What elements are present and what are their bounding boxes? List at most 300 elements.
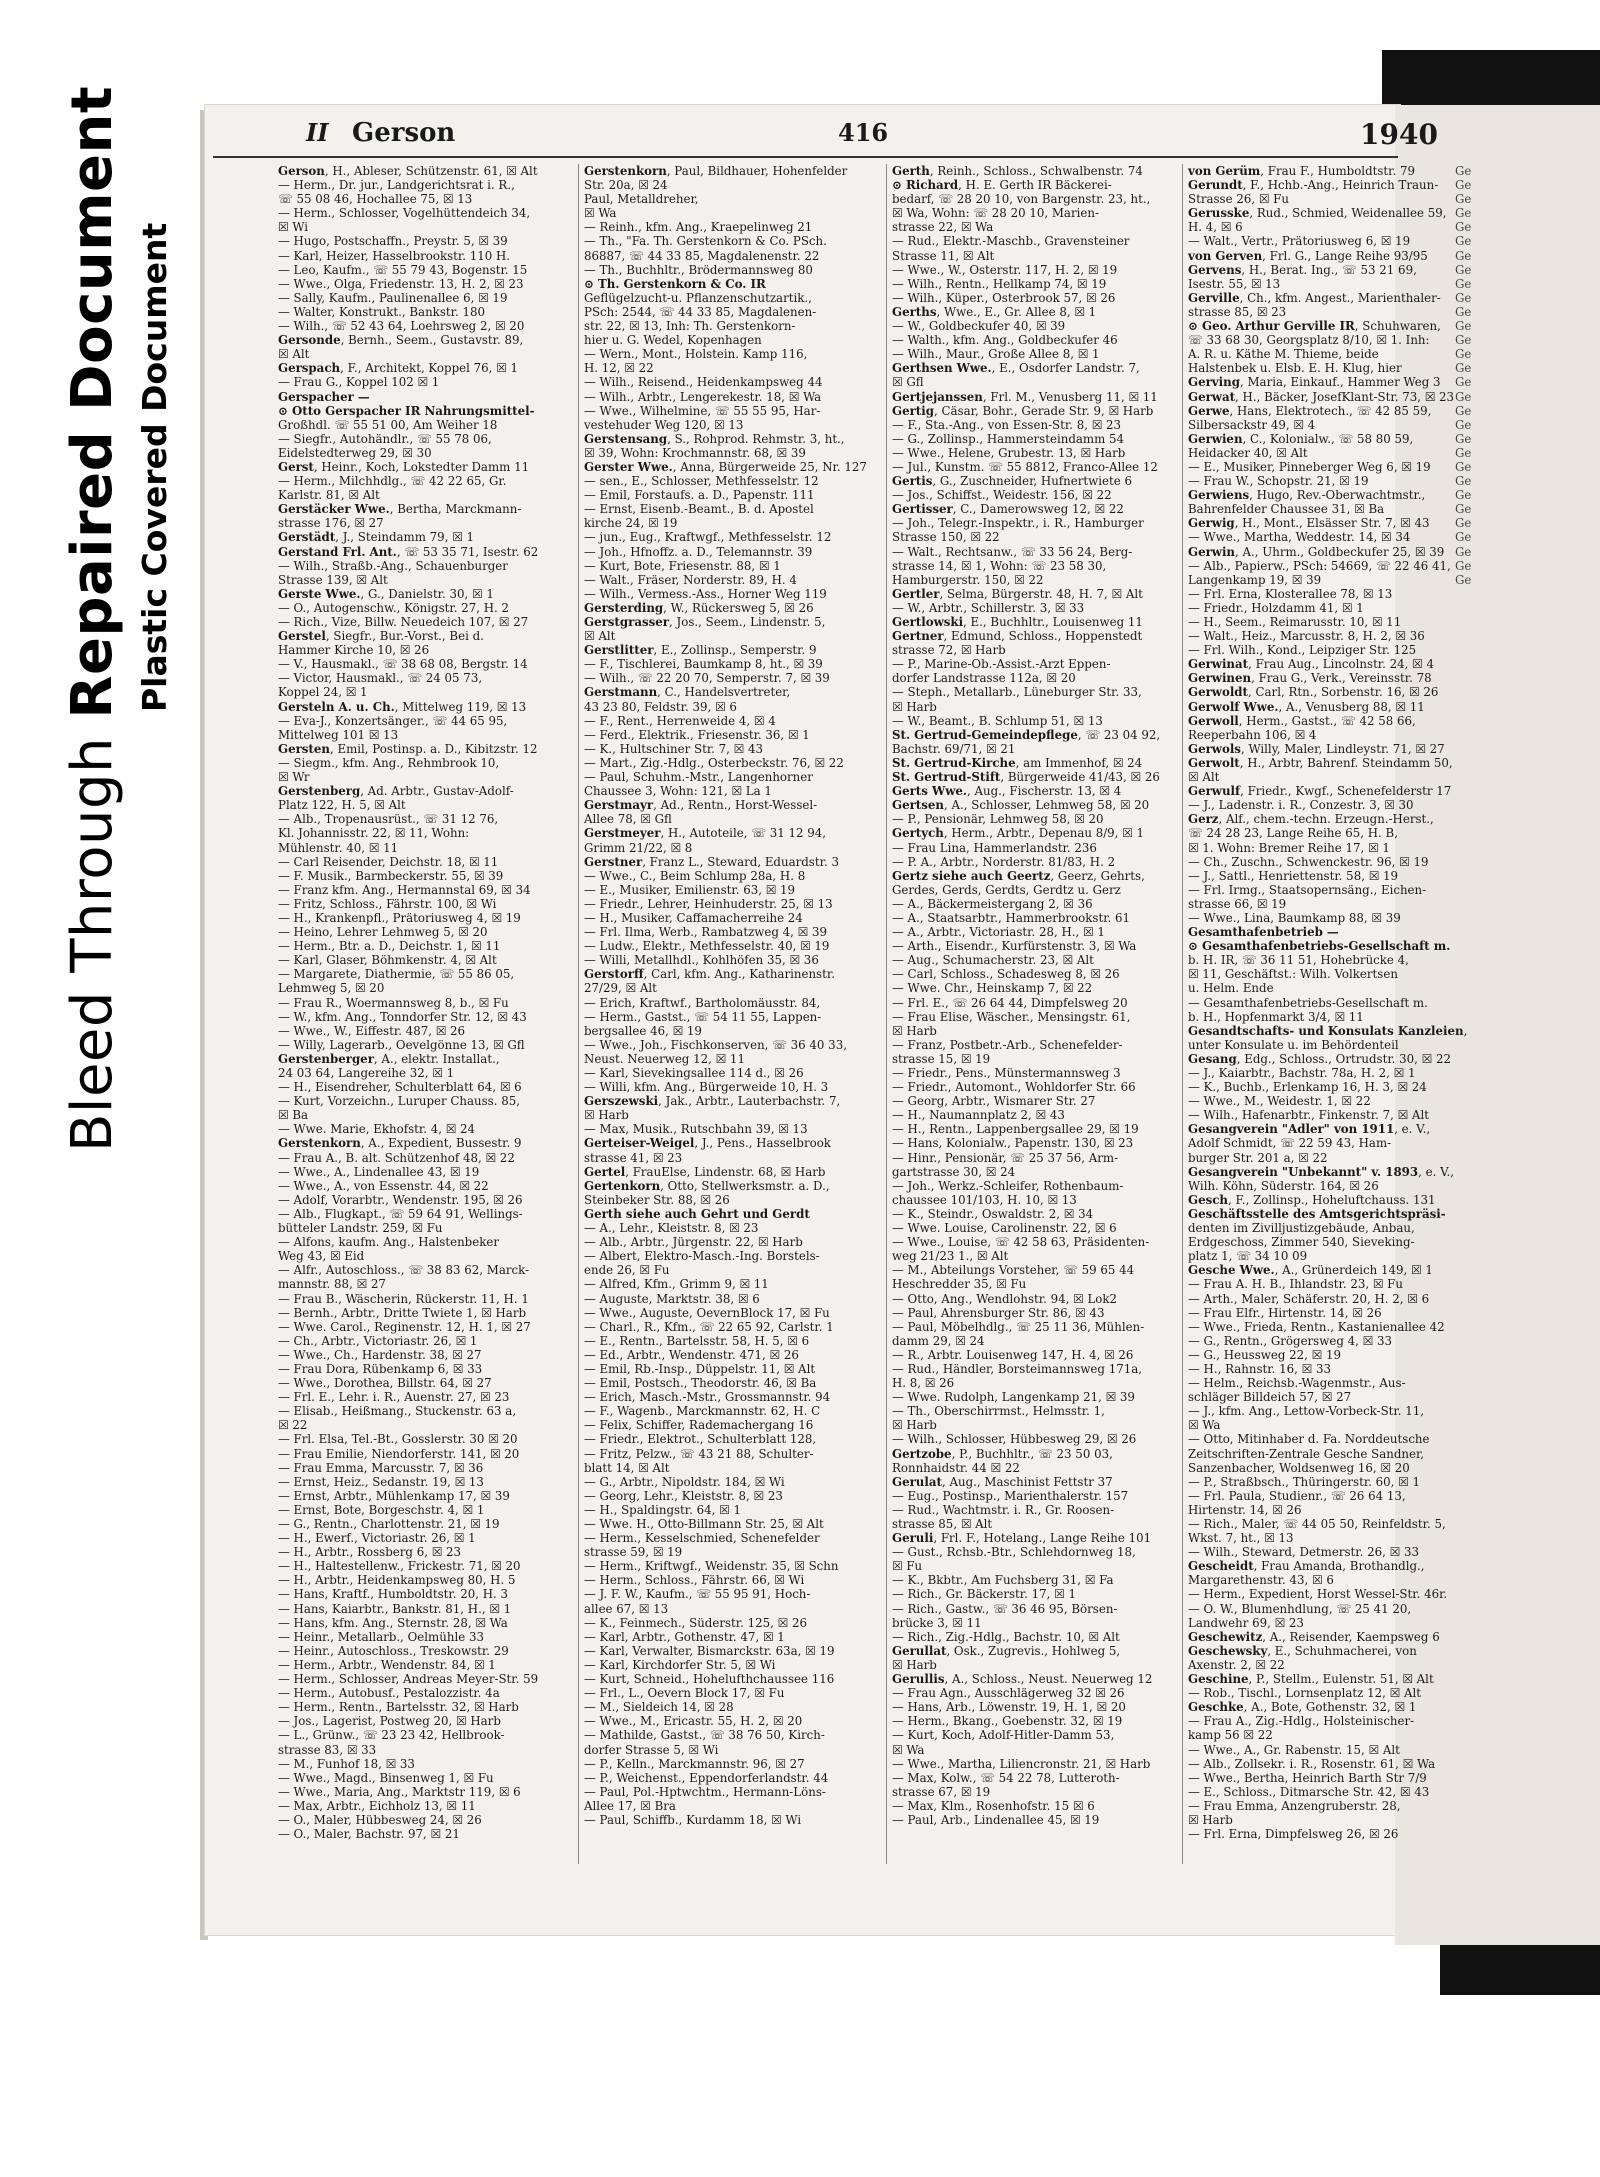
directory-entry: Gerwols, Willy, Maler, Lindleystr. 71, ☒ 27: [1188, 741, 1445, 756]
directory-entry: Gerstorff, Carl, kfm. Ang., Katharinenstr.: [584, 967, 835, 982]
directory-entry: — P., Pensionär, Lehmweg 58, ☒ 20: [892, 812, 1104, 827]
directory-entry: — Kurt, Schneid., Hohelufthchaussee 116: [584, 1672, 835, 1687]
directory-entry: — Wilh., Arbtr., Lengerekestr. 18, ☒ Wa: [584, 389, 822, 404]
directory-entry: — Franz kfm. Ang., Hermannstal 69, ☒ 34: [278, 882, 531, 897]
directory-entry: — E., Musiker, Pinneberger Weg 6, ☒ 19: [1188, 459, 1431, 474]
directory-entry: Ge: [1455, 375, 1472, 390]
directory-entry: — M., Funhof 18, ☒ 33: [278, 1756, 415, 1771]
directory-entry: — Wwe., Martha, Weddestr. 14, ☒ 34: [1188, 530, 1411, 545]
directory-entry: Ge: [1455, 474, 1472, 489]
directory-entry: — Carl, Schloss., Schadesweg 8, ☒ 26: [892, 967, 1120, 982]
directory-entry: Wkst. 7, ht., ☒ 13: [1188, 1531, 1294, 1546]
directory-entry: Ge: [1455, 248, 1472, 263]
directory-entry: — Paul, Schiffb., Kurdamm 18, ☒ Wi: [584, 1812, 802, 1827]
directory-entry: 43 23 80, Feldstr. 39, ☒ 6: [584, 699, 737, 714]
directory-entry: — Wilh., Küper., Osterbrook 57, ☒ 26: [892, 290, 1116, 305]
directory-entry: — K., Buchb., Erlenkamp 16, H. 3, ☒ 24: [1188, 1080, 1427, 1095]
directory-entry: — Max, Kolw., ☏ 54 22 78, Lutteroth-: [892, 1770, 1120, 1785]
directory-entry: St. Gertrud-Stift, Bürgerweide 41/43, ☒ 26: [892, 770, 1160, 785]
directory-entry: platz 1, ☏ 34 10 09: [1188, 1249, 1308, 1264]
directory-entry: — L., Grünw., ☏ 23 23 42, Hellbrook-: [278, 1728, 505, 1743]
directory-entry: — P., Straßbsch., Thüringerstr. 60, ☒ 1: [1188, 1474, 1421, 1489]
directory-entry: — Gesamthafenbetriebs-Gesellschaft m.: [1188, 995, 1428, 1010]
directory-entry: — P. A., Arbtr., Norderstr. 81/83, H. 2: [892, 854, 1116, 869]
directory-entry: Großhdl. ☏ 55 51 00, Am Weiher 18: [278, 417, 498, 432]
header-year: 1940: [1360, 118, 1438, 151]
directory-entry: — Hugo, Postschaffn., Preystr. 5, ☒ 39: [278, 234, 508, 249]
directory-entry: Eidelstedterweg 29, ☒ 30: [278, 445, 432, 460]
directory-entry: — Frau Elise, Wäscher., Mensingstr. 61,: [892, 1009, 1131, 1024]
directory-entry: ☒ Alt: [1188, 770, 1220, 785]
directory-entry: Gerville, Ch., kfm. Angest., Marienthaler-: [1188, 290, 1441, 305]
directory-entry: — Jul., Kunstm. ☏ 55 8812, Franco-Allee 12: [892, 459, 1158, 474]
directory-entry: Gerth, Reinh., Schloss., Schwalbenstr. 74: [892, 164, 1143, 178]
directory-entry: strasse 85, ☒ Alt: [892, 1517, 993, 1531]
directory-entry: — A., Arbtr., Victoriastr. 28, H., ☒ 1: [892, 925, 1105, 940]
directory-entry: Gertner, Edmund, Schloss., Hoppenstedt: [892, 629, 1143, 644]
directory-entry: — Wwe., Lina, Baumkamp 88, ☒ 39: [1188, 910, 1401, 925]
directory-entry: — Hans, Arb., Löwenstr. 19, H. 1, ☒ 20: [892, 1700, 1126, 1715]
directory-entry: vestehuder Weg 120, ☒ 13: [584, 417, 744, 432]
directory-entry: Gerusske, Rud., Schmied, Weidenallee 59,: [1188, 206, 1447, 221]
directory-entry: Gerspach, F., Architekt, Koppel 76, ☒ 1: [278, 361, 518, 376]
directory-entry: ☒ 1. Wohn: Bremer Reihe 17, ☒ 1: [1188, 840, 1390, 855]
directory-entry: — Frl. Erna, Dimpfelsweg 26, ☒ 26: [1188, 1827, 1399, 1842]
directory-entry: von Gerven, Frl. G., Lange Reihe 93/95: [1188, 248, 1428, 263]
directory-entry: — O., Maler, Bachstr. 97, ☒ 21: [278, 1827, 460, 1842]
directory-entry: — Wwe., Wilhelmine, ☏ 55 55 95, Har-: [584, 403, 821, 418]
directory-entry: — Hinr., Pensionär, ☏ 25 37 56, Arm-: [892, 1150, 1119, 1165]
directory-entry: — Friedr., Lehrer, Heinhuderstr. 25, ☒ 13: [584, 896, 833, 911]
directory-entry: — Wern., Mont., Holstein. Kamp 116,: [584, 347, 808, 362]
directory-entry: Ge: [1455, 304, 1472, 319]
directory-entry: — H., Arbtr., Rossberg 6, ☒ 23: [278, 1545, 462, 1560]
directory-entry: Chaussee 3, Wohn: 121, ☒ La 1: [584, 784, 772, 799]
directory-entry: burger Str. 201 a, ☒ 22: [1188, 1150, 1328, 1165]
directory-entry: strasse 15, ☒ 19: [892, 1051, 991, 1066]
directory-entry: — Wwe., Magd., Binsenweg 1, ☒ Fu: [278, 1770, 494, 1785]
directory-entry: Strasse 11, ☒ Alt: [892, 248, 995, 263]
directory-entry: Karlstr. 81, ☒ Alt: [278, 488, 380, 503]
directory-entry: — Emil, Postsch., Theodorstr. 46, ☒ Ba: [584, 1376, 817, 1391]
directory-entry: Silbersackstr 49, ☒ 4: [1188, 417, 1316, 432]
directory-entry: Weg 43, ☒ Eid: [278, 1249, 365, 1264]
directory-entry: gartstrasse 30, ☒ 24: [892, 1164, 1016, 1179]
column-separator: [578, 164, 579, 1864]
directory-entry: b. H., Hopfenmarkt 3/4, ☒ 11: [1188, 1009, 1364, 1024]
directory-entry: Gerstensang, S., Rohprod. Rehmstr. 3, ht.,: [584, 431, 845, 446]
directory-entry: — Th., Oberschirrmst., Helmsstr. 1,: [892, 1404, 1105, 1419]
directory-entry: — Walt., Heiz., Marcusstr. 8, H. 2, ☒ 36: [1188, 629, 1425, 644]
directory-entry: — Friedr., Elektrot., Schulterblatt 128,: [584, 1432, 817, 1447]
column-separator: [886, 164, 887, 1864]
directory-entry: — Wwe., Joh., Fischkonserven, ☏ 36 40 33,: [584, 1037, 847, 1052]
directory-entry: Gerstlitter, E., Zollinsp., Semperstr. 9: [584, 643, 817, 658]
directory-entry: — Otto, Ang., Wendlohstr. 94, ☒ Lok2: [892, 1291, 1118, 1306]
directory-entry: — Hans, Kraftf., Humboldtstr. 20, H. 3: [278, 1587, 509, 1602]
directory-entry: — Ed., Arbtr., Wendenstr. 471, ☒ 26: [584, 1347, 799, 1362]
directory-entry: strasse 22, ☒ Wa: [892, 220, 994, 235]
directory-entry: — Wwe. Louise, Carolinenstr. 22, ☒ 6: [892, 1221, 1117, 1236]
directory-entry: Platz 122, H. 5, ☒ Alt: [278, 798, 406, 813]
directory-entry: — P., Kelln., Marckmannstr. 96, ☒ 27: [584, 1756, 805, 1771]
directory-entry: Gesang, Edg., Schloss., Ortrudstr. 30, ☒ 22: [1188, 1051, 1452, 1066]
directory-entry: — Wilh., Schlosser, Hübbesweg 29, ☒ 26: [892, 1432, 1137, 1447]
directory-entry: — G., Rentn., Grögersweg 4, ☒ 33: [1188, 1333, 1392, 1348]
directory-entry: strasse 67, ☒ 19: [892, 1784, 991, 1799]
directory-entry: Gescheidt, Frau Amanda, Brothandlg.,: [1188, 1559, 1425, 1574]
directory-entry: Gesangverein "Unbekannt" v. 1893, e. V.,: [1188, 1164, 1455, 1179]
directory-entry: ☒ 11, Geschäftst.: Wilh. Volkertsen: [1188, 967, 1398, 982]
directory-entry: — sen., E., Schlosser, Methfesselstr. 12: [584, 474, 819, 489]
directory-entry: Gerspacher —: [278, 389, 370, 404]
directory-entry: Gerteiser-Weigel, J., Pens., Hasselbrook: [584, 1136, 831, 1151]
directory-entry: — Wilh., ☏ 22 20 70, Semperstr. 7, ☒ 39: [584, 671, 830, 686]
directory-entry: — Ferd., Elektrik., Friesenstr. 36, ☒ 1: [584, 727, 810, 742]
directory-entry: — Wwe., M., Ericastr. 55, H. 2, ☒ 20: [584, 1714, 803, 1729]
directory-entry: Hammer Kirche 10, ☒ 26: [278, 643, 430, 658]
directory-entry: — Willi, kfm. Ang., Bürgerweide 10, H. 3: [584, 1080, 829, 1095]
directory-entry: — Wwe., A., Gr. Rabenstr. 15, ☒ Alt: [1188, 1742, 1400, 1757]
directory-entry: Gerwinen, Frau G., Verk., Vereinsstr. 78: [1188, 671, 1432, 686]
directory-entry: — A., Staatsarbtr., Hammerbrookstr. 61: [892, 910, 1131, 925]
directory-entry: — H., Musiker, Caffamacherreihe 24: [584, 910, 803, 925]
directory-entry: brücke 3, ☒ 11: [892, 1615, 982, 1630]
directory-entry: — J., Kaiarbtr., Bachstr. 78a, H. 2, ☒ 1: [1188, 1066, 1416, 1080]
directory-entry: Ge: [1455, 516, 1472, 531]
directory-entry: Gervens, H., Berat. Ing., ☏ 53 21 69,: [1188, 262, 1417, 277]
directory-entry: ☒ 22: [278, 1418, 308, 1433]
directory-entry: — Mathilde, Gastst., ☏ 38 76 50, Kirch-: [584, 1728, 825, 1743]
directory-entry: Ge: [1455, 431, 1472, 446]
directory-entry: blatt 14, ☒ Alt: [584, 1460, 670, 1475]
directory-entry: ☒ Wi: [278, 220, 309, 235]
directory-entry: — H., Krankenpfl., Prätoriusweg 4, ☒ 19: [278, 910, 521, 925]
directory-entry: Isestr. 55, ☒ 13: [1188, 276, 1281, 291]
directory-entry: — Herm., Expedient, Horst Wessel-Str. 46r.: [1188, 1587, 1448, 1602]
directory-entry: Ge: [1455, 220, 1472, 235]
directory-entry: ⊙ Geo. Arthur Gerville IR, Schuhwaren,: [1188, 319, 1441, 334]
directory-entry: Gerwulf, Friedr., Kwgf., Schenefelderstr 17: [1188, 784, 1452, 799]
directory-entry: H. 4, ☒ 6: [1188, 220, 1243, 235]
directory-entry: Gertenkorn, Otto, Stellwerksmstr. a. D.,: [584, 1178, 830, 1193]
directory-entry: — Heinr., Metallarb., Oelmühle 33: [278, 1629, 484, 1644]
directory-entry: — Frau W., Schopstr. 21, ☒ 19: [1188, 474, 1369, 489]
directory-entry: Gerstenberger, A., elektr. Installat.,: [278, 1051, 500, 1066]
directory-entry: — Wilh., ☏ 52 43 64, Loehrsweg 2, ☒ 20: [278, 319, 525, 334]
directory-entry: chaussee 101/103, H. 10, ☒ 13: [892, 1192, 1077, 1207]
directory-entry: Ge: [1455, 558, 1472, 573]
directory-entry: — Wwe., Frieda, Rentn., Kastanienallee 42: [1188, 1319, 1445, 1334]
directory-entry: Heidacker 40, ☒ Alt: [1188, 445, 1308, 460]
directory-entry: bergsallee 46, ☒ 19: [584, 1023, 702, 1038]
directory-entry: — Wwe., Helene, Grubestr. 13, ☒ Harb: [892, 445, 1126, 460]
directory-entry: — Alb., Tropenausrüst., ☏ 31 12 76,: [278, 812, 499, 827]
directory-entry: Gersonde, Bernh., Seem., Gustavstr. 89,: [278, 333, 524, 348]
directory-entry: — Alfred, Kfm., Grimm 9, ☒ 11: [584, 1277, 769, 1292]
directory-entry: — Wwe., A., von Essenstr. 44, ☒ 22: [278, 1178, 489, 1193]
directory-entry: Gerstenberg, Ad. Arbtr., Gustav-Adolf-: [278, 784, 514, 799]
directory-entry: 24 03 64, Langereihe 32, ☒ 1: [278, 1066, 455, 1080]
directory-entry: — G., Heussweg 22, ☒ 19: [1188, 1347, 1342, 1362]
directory-entry: strasse 66, ☒ 19: [1188, 896, 1287, 911]
directory-entry: Gerthsen Wwe., E., Osdorfer Landstr. 7,: [892, 361, 1140, 376]
directory-entry: — Wwe., W., Osterstr. 117, H. 2, ☒ 19: [892, 262, 1118, 277]
directory-entry: — Frl. Paula, Studienr., ☏ 26 64 13,: [1188, 1488, 1406, 1503]
directory-entry: ⊙ Otto Gerspacher IR Nahrungsmittel-: [278, 403, 535, 418]
directory-entry: Gerwolf Wwe., A., Venusberg 88, ☒ 11: [1188, 699, 1425, 714]
directory-entry: — Wwe., Auguste, OevernBlock 17, ☒ Fu: [584, 1305, 830, 1320]
directory-entry: — Adolf, Vorarbtr., Wendenstr. 195, ☒ 26: [278, 1192, 523, 1207]
side-label-plastic-covered: Plastic Covered Document: [135, 222, 174, 712]
directory-entry: — Wwe., M., Weidestr. 1, ☒ 22: [1188, 1094, 1371, 1109]
directory-entry: Gertis, G., Zuschneider, Hufnertwiete 6: [892, 474, 1132, 489]
directory-entry: — Walth., kfm. Ang., Goldbeckufer 46: [892, 333, 1118, 348]
directory-entry: — Frau A. H. B., Ihlandstr. 23, ☒ Fu: [1188, 1277, 1403, 1292]
directory-entry: — Heinr., Autoschloss., Treskowstr. 29: [278, 1643, 509, 1658]
directory-entry: — V., Hausmakl., ☏ 38 68 08, Bergstr. 14: [278, 657, 528, 672]
directory-entry: — Wwe., W., Eiffestr. 487, ☒ 26: [278, 1023, 466, 1038]
directory-entry: — Kurt, Bote, Friesenstr. 88, ☒ 1: [584, 558, 781, 573]
directory-entry: — Emil, Forstaufs. a. D., Papenstr. 111: [584, 488, 815, 503]
column-separator: [1182, 164, 1183, 1864]
directory-entry: — Willy, Lagerarb., Oevelgönne 13, ☒ Gfl: [278, 1037, 525, 1052]
directory-entry: — Kurt, Vorzeichn., Luruper Chauss. 85,: [278, 1094, 520, 1109]
directory-entry: — Rud., Wachtmstr. i. R., Gr. Roosen-: [892, 1502, 1115, 1517]
directory-column-4: [1188, 164, 1464, 1944]
directory-entry: — Gust., Rchsb.-Btr., Schlehdornweg 18,: [892, 1545, 1136, 1560]
directory-entry: Heschredder 35, ☒ Fu: [892, 1277, 1027, 1292]
directory-entry: — Georg, Arbtr., Wismarer Str. 27: [892, 1094, 1096, 1109]
directory-entry: Ge: [1455, 361, 1472, 376]
directory-entry: — Carl Reisender, Deichstr. 18, ☒ 11: [278, 854, 499, 869]
directory-entry: — Rud., Elektr.-Maschb., Gravensteiner: [892, 234, 1130, 249]
directory-entry: Gertz siehe auch Geertz, Geerz, Gehrts,: [892, 868, 1145, 883]
directory-entry: — Rich., Vize, Billw. Neuedeich 107, ☒ 27: [278, 615, 529, 629]
directory-entry: — Walt., Rechtsanw., ☏ 33 56 24, Berg-: [892, 544, 1133, 559]
directory-entry: — Frau A., Zig.-Hdlg., Holsteinischer-: [1188, 1714, 1415, 1729]
directory-entry: ☒ Alt: [278, 347, 310, 362]
directory-entry: Ge: [1455, 403, 1472, 418]
directory-entry: — Rud., Händler, Borsteimannsweg 171a,: [892, 1361, 1143, 1376]
directory-entry: — Margarete, Diathermie, ☏ 55 86 05,: [278, 967, 515, 982]
directory-entry: — A., Bäckermeistergang 2, ☒ 36: [892, 896, 1093, 911]
directory-entry: — Th., "Fa. Th. Gerstenkorn & Co. PSch.: [584, 234, 827, 249]
directory-entry: Gerstenkorn, Paul, Bildhauer, Hohenfelder: [584, 164, 848, 178]
directory-entry: Ge: [1455, 417, 1472, 432]
directory-entry: — Friedr., Pens., Münstermannsweg 3: [892, 1066, 1121, 1080]
directory-entry: — Erich, Kraftwf., Bartholomäusstr. 84,: [584, 995, 821, 1010]
directory-entry: ☒ Gfl: [892, 375, 924, 390]
directory-entry: Strasse 26, ☒ Fu: [1188, 192, 1289, 207]
directory-entry: weg 21/23 1., ☒ Alt: [892, 1249, 1009, 1264]
directory-entry: Gerwoll, Herm., Gastst., ☏ 42 58 66,: [1188, 713, 1416, 728]
directory-entry: Geflügelzucht-u. Pflanzenschutzartik.,: [584, 290, 812, 305]
directory-entry: — Frau Lina, Hammerlandstr. 236: [892, 840, 1097, 855]
directory-entry: Lehmweg 5, ☒ 20: [278, 981, 385, 996]
directory-entry: Ge: [1455, 572, 1472, 587]
directory-entry: — Steph., Metallarb., Lüneburger Str. 33,: [892, 685, 1142, 700]
header-rule: [213, 156, 1398, 158]
directory-entry: Gesangverein "Adler" von 1911, e. V.,: [1188, 1122, 1431, 1137]
directory-entry: Koppel 24, ☒ 1: [278, 685, 368, 700]
directory-entry: Geschewsky, E., Schuhmacherei, von: [1188, 1643, 1417, 1658]
directory-entry: — Walter, Konstrukt., Bankstr. 180: [278, 304, 485, 319]
directory-entry: damm 29, ☒ 24: [892, 1333, 985, 1348]
directory-entry: — Wilh., Straßb.-Ang., Schauenburger: [278, 558, 508, 573]
directory-entry: — Frau Emma, Marcusstr. 7, ☒ 36: [278, 1460, 484, 1475]
directory-entry: — Eva-J., Konzertsänger., ☏ 44 65 95,: [278, 713, 508, 728]
directory-entry: — Alfons, kaufm. Ang., Halstenbeker: [278, 1235, 499, 1250]
directory-entry: Ge: [1455, 234, 1472, 249]
side-label-bleed-through: [60, 86, 125, 1152]
directory-entry: Geschäftsstelle des Amtsgerichtspräsi-: [1188, 1206, 1446, 1221]
directory-entry: Zeitschriften-Zentrale Gesche Sandner,: [1188, 1446, 1425, 1461]
directory-entry: — Karl, Kirchdorfer Str. 5, ☒ Wi: [584, 1657, 776, 1672]
directory-entry: — J., kfm. Ang., Lettow-Vorbeck-Str. 11,: [1188, 1404, 1425, 1419]
directory-entry: ☒ Harb: [892, 1657, 937, 1672]
directory-entry: Gerullis, A., Schloss., Neust. Neuerweg 12: [892, 1672, 1153, 1687]
directory-entry: St. Gertrud-Kirche, am Immenhof, ☒ 24: [892, 755, 1143, 770]
directory-entry: Gerving, Maria, Einkauf., Hammer Weg 3: [1188, 375, 1441, 390]
directory-entry: — E., Rentn., Bartelsstr. 58, H. 5, ☒ 6: [584, 1333, 810, 1348]
directory-entry: — O. W., Blumenhdlung, ☏ 25 41 20,: [1188, 1601, 1412, 1616]
directory-entry: Ge: [1455, 544, 1472, 559]
directory-entry: Gerulat, Aug., Maschinist Fettstr 37: [892, 1474, 1113, 1489]
directory-entry: ☏ 33 68 30, Georgsplatz 8/10, ☒ 1. Inh:: [1188, 333, 1430, 348]
directory-entry: — H., Arbtr., Heidenkampsweg 80, H. 5: [278, 1573, 516, 1588]
directory-entry: strasse 59, ☒ 19: [584, 1545, 683, 1560]
directory-entry: Gerz, Alf., chem.-techn. Erzeugn.-Herst.,: [1188, 812, 1434, 827]
directory-entry: — Eug., Postinsp., Marienthalerstr. 157: [892, 1488, 1129, 1503]
directory-entry: Wilh. Köhn, Süderstr. 164, ☒ 26: [1188, 1178, 1379, 1193]
directory-entry: Gertler, Selma, Bürgerstr. 48, H. 7, ☒ Alt: [892, 586, 1143, 601]
directory-entry: Gerstmann, C., Handelsvertreter,: [584, 685, 791, 700]
directory-entry: Ge: [1455, 206, 1472, 221]
directory-entry: — Joh., Telegr.-Inspektr., i. R., Hamburger: [892, 516, 1144, 531]
directory-entry: — Herm., Dr. jur., Landgerichtsrat i. R.,: [278, 178, 515, 193]
directory-entry: Ge: [1455, 192, 1472, 207]
directory-entry: — K., Bkbtr., Am Fuchsberg 31, ☒ Fa: [892, 1573, 1114, 1588]
directory-entry: Ge: [1455, 164, 1472, 178]
directory-entry: Ge: [1455, 530, 1472, 545]
directory-entry: — Paul, Ahrensburger Str. 86, ☒ 43: [892, 1305, 1105, 1320]
directory-entry: — Th., Buchhltr., Brödermannsweg 80: [584, 262, 813, 277]
directory-entry: Geschine, P., Stellm., Eulenstr. 51, ☒ Alt: [1188, 1672, 1434, 1687]
directory-entry: ⊙ Richard, H. E. Gerth IR Bäckerei-: [892, 178, 1112, 193]
directory-entry: u. Helm. Ende: [1188, 981, 1274, 996]
directory-entry: — Herm., Arbtr., Wendenstr. 84, ☒ 1: [278, 1657, 496, 1672]
directory-entry: — Mart., Zig.-Hdlg., Osterbeckstr. 76, ☒ 22: [584, 755, 844, 770]
directory-entry: ende 26, ☒ Fu: [584, 1263, 670, 1278]
directory-entry: — Frl. Elsa, Tel.-Bt., Gosslerstr. 30 ☒ 20: [278, 1432, 518, 1447]
directory-entry: Gertzobe, P., Buchhltr., ☏ 23 50 03,: [892, 1446, 1113, 1461]
directory-entry: ☒ Wr: [278, 770, 310, 785]
directory-entry: — Wwe., Martha, Liliencronstr. 21, ☒ Harb: [892, 1756, 1151, 1771]
directory-entry: bütteler Landstr. 259, ☒ Fu: [278, 1221, 443, 1236]
directory-entry: — H., Eisendreher, Schulterblatt 64, ☒ 6: [278, 1080, 522, 1095]
directory-entry: — Frau Agn., Ausschlägerweg 32 ☒ 26: [892, 1686, 1125, 1701]
directory-entry: — M., Abteilungs Vorsteher, ☏ 59 65 44: [892, 1263, 1135, 1278]
directory-entry: Gerwien, C., Kolonialw., ☏ 58 80 59,: [1188, 431, 1414, 446]
directory-entry: — Albert, Elektro-Masch.-Ing. Borstels-: [584, 1249, 820, 1264]
directory-entry: ☒ 39, Wohn: Krochmannstr. 68, ☒ 39: [584, 445, 806, 460]
directory-entry: Gerstmeyer, H., Autoteile, ☏ 31 12 94,: [584, 826, 826, 841]
directory-entry: Bahrenfelder Chaussee 31, ☒ Ba: [1188, 502, 1385, 517]
directory-entry: — Wwe., A., Lindenallee 43, ☒ 19: [278, 1164, 480, 1179]
directory-entry: Gerwinat, Frau Aug., Lincolnstr. 24, ☒ 4: [1188, 657, 1434, 672]
directory-entry: ☒ Ba: [278, 1108, 309, 1123]
directory-entry: Gersten, Emil, Postinsp. a. D., Kibitzstr. 12: [278, 741, 538, 756]
directory-entry: — Ch., Arbtr., Victoriastr. 26, ☒ 1: [278, 1333, 478, 1348]
directory-entry: — Karl, Verwalter, Bismarckstr. 63a, ☒ 19: [584, 1643, 835, 1658]
directory-entry: — Wwe. Rudolph, Langenkamp 21, ☒ 39: [892, 1390, 1135, 1405]
directory-entry: — W., Beamt., B. Schlump 51, ☒ 13: [892, 713, 1103, 728]
directory-entry: Gerste Wwe., G., Danielstr. 30, ☒ 1: [278, 586, 494, 601]
directory-entry: — Felix, Schiffer, Rademachergang 16: [584, 1418, 814, 1433]
directory-entry: — Heino, Lehrer Lehmweg 5, ☒ 20: [278, 925, 488, 940]
directory-entry: schläger Billdeich 57, ☒ 27: [1188, 1390, 1352, 1405]
directory-entry: Gesch, F., Zollinsp., Hoheluftchauss. 131: [1188, 1192, 1436, 1207]
directory-entry: 27/29, ☒ Alt: [584, 981, 657, 996]
directory-entry: Gerwe, Hans, Elektrotech., ☏ 42 85 59,: [1188, 403, 1432, 418]
directory-entry: — Emil, Rb.-Insp., Düppelstr. 11, ☒ Alt: [584, 1361, 816, 1376]
directory-entry: — Ch., Zuschn., Schwenckestr. 96, ☒ 19: [1188, 854, 1429, 869]
directory-entry: — Frl. Wilh., Kond., Leipziger Str. 125: [1188, 643, 1417, 658]
directory-entry: — Jos., Lagerist, Postweg 20, ☒ Harb: [278, 1714, 501, 1729]
directory-entry: Sanzenbacher, Woldsenweg 16, ☒ 20: [1188, 1460, 1410, 1475]
directory-entry: — Joh., Hfnoffz. a. D., Telemannstr. 39: [584, 544, 813, 559]
directory-entry: — Wilh., Reisend., Heidenkampsweg 44: [584, 375, 823, 390]
directory-entry: Ge: [1455, 319, 1472, 334]
directory-entry: — Wwe., Olga, Friedenstr. 13, H. 2, ☒ 23: [278, 276, 524, 291]
directory-entry: — Herm., Schlosser, Andreas Meyer-Str. 59: [278, 1672, 539, 1687]
directory-entry: Ge: [1455, 502, 1472, 517]
directory-entry: — H., Seem., Reimarusstr. 10, ☒ 11: [1188, 615, 1402, 629]
directory-entry: — H., Naumannplatz 2, ☒ 43: [892, 1108, 1065, 1123]
directory-entry: — Frau R., Woermannsweg 8, b., ☒ Fu: [278, 995, 509, 1010]
directory-entry: Strasse 139, ☒ Alt: [278, 572, 388, 587]
directory-entry: — Hans, kfm. Ang., Sternstr. 28, ☒ Wa: [278, 1615, 508, 1630]
directory-entry: — Herm., Bkang., Goebenstr. 32, ☒ 19: [892, 1714, 1123, 1729]
directory-entry: Halstenbek u. Elsb. E. H. Klug, hier: [1188, 361, 1402, 376]
directory-entry: Margarethenstr. 43, ☒ 6: [1188, 1573, 1334, 1588]
directory-entry: — Frau Dora, Rübenkamp 6, ☒ 33: [278, 1361, 483, 1376]
directory-entry: — E., Musiker, Emilienstr. 63, ☒ 19: [584, 882, 796, 897]
directory-entry: Gerwat, H., Bäcker, JosefKlant-Str. 73, ☒ 23: [1188, 389, 1455, 404]
directory-entry: — Frl. Erna, Klosterallee 78, ☒ 13: [1188, 586, 1393, 601]
directory-entry: kamp 56 ☒ 22: [1188, 1728, 1273, 1743]
directory-entry: — P., Weichenst., Eppendorferlandstr. 44: [584, 1770, 829, 1785]
directory-entry: ☒ Fu: [892, 1559, 923, 1574]
directory-entry: Ge: [1455, 262, 1472, 277]
directory-entry: ☒ Harb: [1188, 1812, 1233, 1827]
directory-entry: — Arth., Maler, Schäferstr. 20, H. 2, ☒ 6: [1188, 1291, 1430, 1306]
directory-entry: A. R. u. Käthe M. Thieme, beide: [1188, 347, 1379, 362]
directory-entry: — Karl, Glaser, Böhmkenstr. 4, ☒ Alt: [278, 953, 497, 968]
directory-entry: Gesche Wwe., A., Grünerdeich 149, ☒ 1: [1188, 1263, 1433, 1278]
directory-entry: Gerullat, Osk., Zugrevis., Hohlweg 5,: [892, 1643, 1121, 1658]
directory-entry: — Wwe. Chr., Heinskamp 7, ☒ 22: [892, 981, 1093, 996]
directory-entry: — Herm., Kesselschmied, Schenefelder: [584, 1531, 820, 1546]
directory-entry: — P., Marine-Ob.-Assist.-Arzt Eppen-: [892, 657, 1111, 672]
side-label-regular: Bleed Through: [60, 736, 125, 1152]
directory-entry: — Hans, Kolonialw., Papenstr. 130, ☒ 23: [892, 1136, 1134, 1151]
directory-entry: — Siegfr., Autohändlr., ☏ 55 78 06,: [278, 431, 492, 446]
directory-entry: — W., kfm. Ang., Tonndorfer Str. 12, ☒ 43: [278, 1009, 527, 1024]
directory-entry: — J., Sattl., Henriettenstr. 58, ☒ 19: [1188, 868, 1399, 883]
directory-entry: — Herm., Btr. a. D., Deichstr. 1, ☒ 11: [278, 939, 501, 954]
